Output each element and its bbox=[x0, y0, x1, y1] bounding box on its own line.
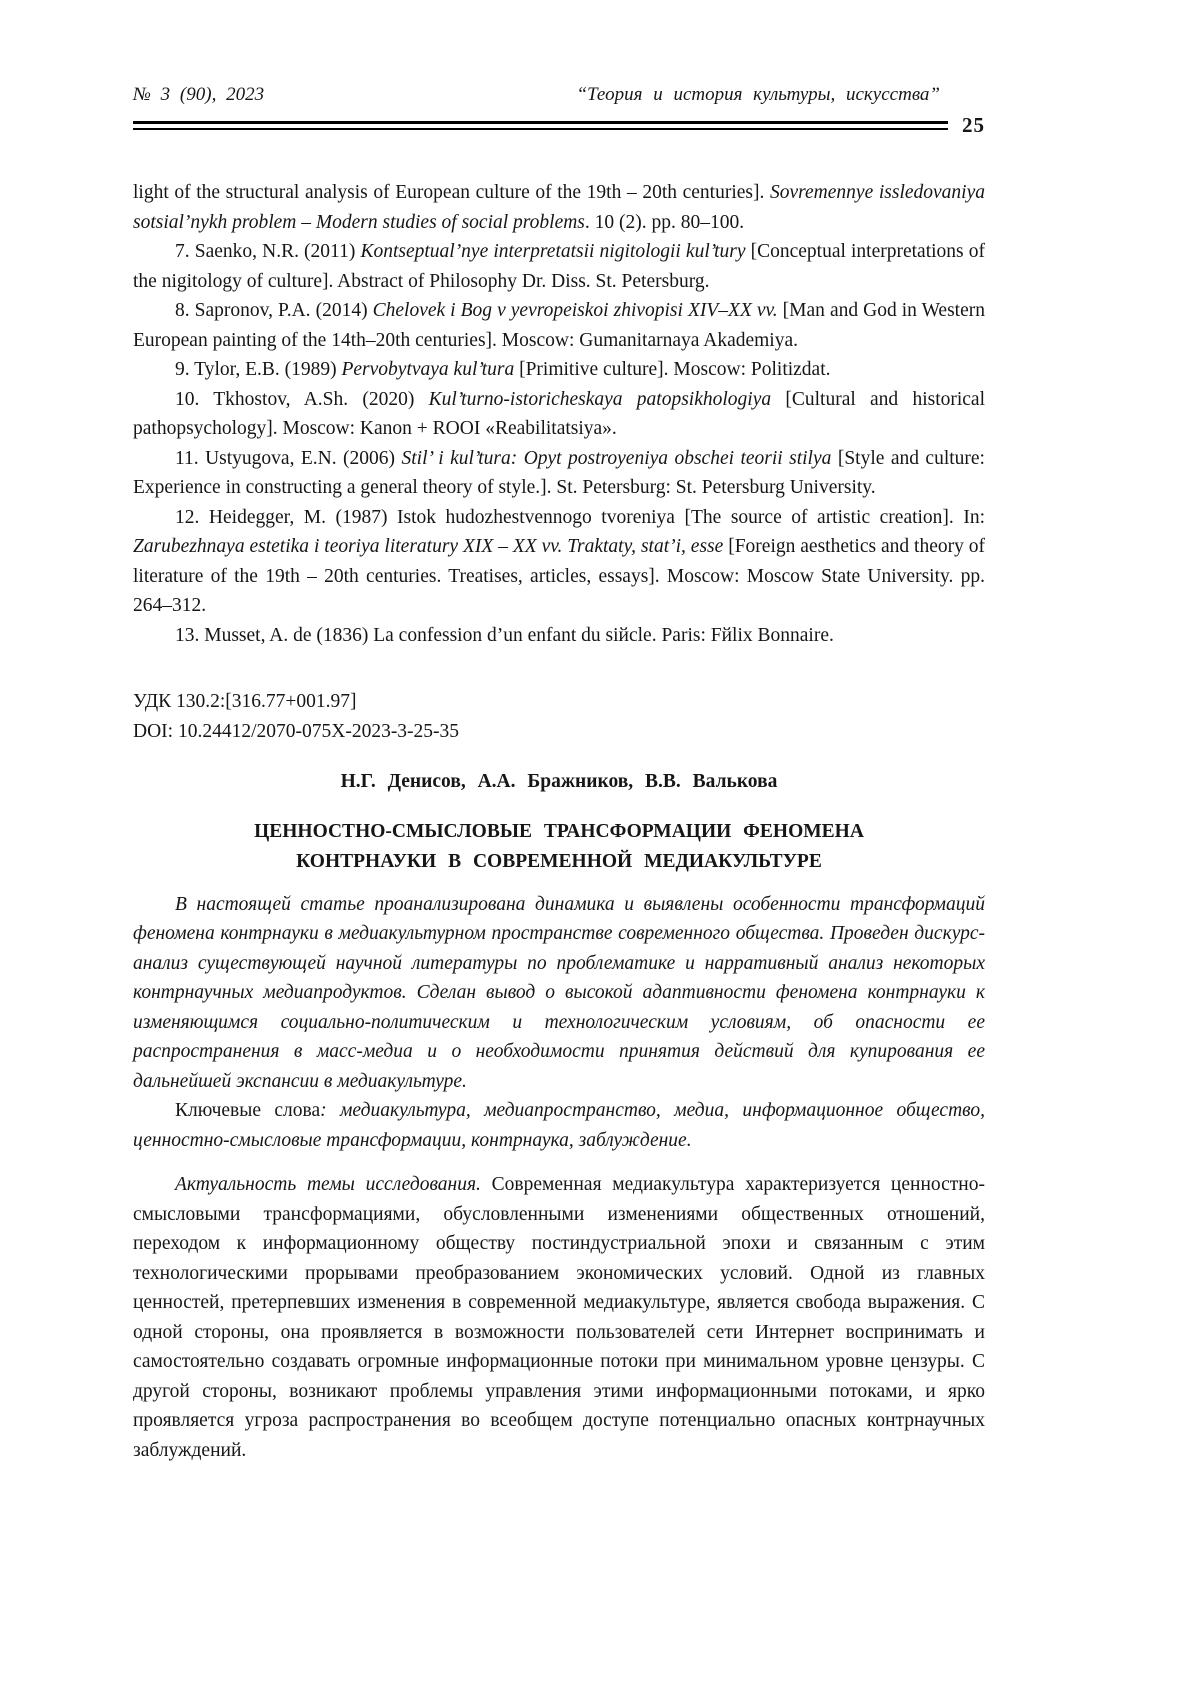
abstract-paragraph bbox=[133, 890, 985, 1097]
header-rule-row bbox=[133, 113, 985, 138]
text-segment: 7. Saenko, N.R. (2011) bbox=[175, 241, 361, 262]
reference-9 bbox=[133, 355, 985, 385]
reference-12 bbox=[133, 503, 985, 621]
header-double-rule bbox=[133, 121, 948, 130]
text-segment: light of the structural analysis of European culture of the 19th – 20th centuries]. bbox=[133, 182, 770, 203]
reference-8 bbox=[133, 296, 985, 355]
italic-text-segment: Kontseptual’nye interpretatsii nigitologii kul’tury bbox=[360, 241, 746, 262]
reference-11 bbox=[133, 444, 985, 503]
page-header bbox=[133, 84, 985, 138]
udk-line: УДК 130.2:[316.77+001.97] bbox=[133, 691, 357, 712]
title-line-1: ЦЕННОСТНО-СМЫСЛОВЫЕ ТРАНСФОРМАЦИИ ФЕНОМЕНА bbox=[254, 820, 864, 842]
article-title bbox=[133, 817, 985, 877]
reference-7 bbox=[133, 237, 985, 296]
reference-13 bbox=[133, 621, 985, 651]
journal-title: “Теория и история культуры, искусства” bbox=[576, 84, 940, 105]
text-segment: 10. Tkhostov, A.Sh. (2020) bbox=[175, 388, 429, 410]
body-paragraph-1 bbox=[133, 1170, 985, 1465]
italic-text-segment: : медиакультура, медиапространство, медиа, информационное общество, ценностно-смысловые трансформации, контрнаука, заблуждение. bbox=[133, 1100, 985, 1151]
title-line-2: КОНТРНАУКИ В СОВРЕМЕННОЙ МЕДИАКУЛЬТУРЕ bbox=[296, 850, 822, 872]
references-section bbox=[133, 178, 985, 650]
italic-text-segment: Актуальность темы исследования. bbox=[175, 1174, 481, 1195]
text-segment: [Style and culture: Experience in constructing a general theory of style.]. St. Petersburg: St. Petersburg University. bbox=[133, 447, 985, 498]
running-head bbox=[133, 84, 985, 106]
text-segment: 8. Sapronov, P.A. (2014) bbox=[175, 300, 373, 321]
reference-10 bbox=[133, 385, 985, 444]
text-segment: [Cultural and historical pathopsychology]. Moscow: Kanon + ROOI «Reabilitatsiya». bbox=[133, 388, 986, 439]
italic-text-segment: Kul’turno-istoricheskaya patopsikhologiya bbox=[428, 388, 772, 410]
italic-text-segment: Chelovek i Bog v yevropeiskoi zhivopisi XIV–XX vv. bbox=[372, 300, 778, 321]
text-segment: [Conceptual interpretations of the nigitology of culture]. Abstract of Philosophy Dr. Diss. St. Petersburg. bbox=[133, 241, 985, 292]
italic-text-segment: Pervobytvaya kul’tura bbox=[341, 359, 515, 380]
text-segment: 9. Tylor, E.B. (1989) bbox=[175, 359, 342, 380]
text-segment: Ключевые слова bbox=[175, 1100, 321, 1121]
text-segment: 12. Heidegger, M. (1987) Istok hudozhestvennogo tvoreniya [The source of artistic creation]. In: bbox=[175, 506, 985, 528]
authors-line: Н.Г. Денисов, А.А. Бражников, В.В. Валькова bbox=[340, 771, 778, 792]
keywords-paragraph bbox=[133, 1096, 985, 1155]
reference-6-continuation bbox=[133, 178, 985, 237]
italic-text-segment: Sovremennye issledovaniya sotsial’nykh problem – Modern studies of social problems bbox=[133, 182, 985, 233]
issue-number: № 3 (90), 2023 bbox=[133, 84, 265, 105]
article-meta bbox=[133, 687, 985, 746]
text-segment: [Foreign aesthetics and theory of literature of the 19th – 20th centuries. Treatises, articles, essays]. Moscow: Moscow State University. pp. 264–312. bbox=[133, 536, 985, 616]
text-segment: . 10 (2). pp. 80–100. bbox=[584, 211, 745, 233]
doi-line: DOI: 10.24412/2070-075X-2023-3-25-35 bbox=[133, 720, 460, 742]
italic-text-segment: Zarubezhnaya estetika i teoriya literatury XIX – XX vv. Traktaty, stat’i, esse bbox=[133, 536, 724, 557]
body-section bbox=[133, 1170, 985, 1465]
italic-text-segment: В настоящей статье проанализирована динамика и выявлены особенности трансформаций феномена контрнауки в медиакультурном пространстве современного общества. Проведен дискурс-анализ существующей научной литературы по проблематике и нарративный анализ некоторых контрнаучных медиапродуктов. Сделан вывод о высокой адаптивности феномена контрнауки к изменяющимся социально-политическим и технологическим условиям, об опасности ее распространения в масс-медиа и о необходимости принятия действий для купирования ее дальнейшей экспансии в медиакультуре. bbox=[133, 893, 985, 1092]
text-segment: 11. Ustyugova, E.N. (2006) bbox=[175, 447, 402, 469]
italic-text-segment: Stil’ i kul’tura: Opyt postroyeniya obschei teorii stilya bbox=[401, 447, 832, 469]
page-content bbox=[133, 178, 985, 1465]
text-segment: 13. Musset, A. de (1836) La confession d’un enfant du siйcle. Paris: Fйlix Bonnaire. bbox=[175, 624, 834, 646]
text-segment: [Primitive culture]. Moscow: Politizdat. bbox=[514, 359, 831, 380]
text-segment: Современная медиакультура характеризуется ценностно-смысловыми трансформациями, обусловленными изменениями общественных отношений, переходом к информационному обществу постиндустриальной эпохи и связанным с этим технологическими прорывами преобразованием экономических условий. Одной из главных ценностей, претерпевших изменения в современной медиакультуре, является свобода выражения. С одной стороны, она проявляется в возможности пользователей сети Интернет воспринимать и самостоятельно создавать огромные информационные потоки при минимальном уровне цензуры. С другой стороны, возникают проблемы управления этими информационными потоками, и ярко проявляется угроза распространения во всеобщем доступе потенциально опасных контрнаучных заблуждений. bbox=[133, 1174, 985, 1461]
page-number: 25 bbox=[962, 113, 985, 137]
abstract-section bbox=[133, 890, 985, 1156]
text-segment: [Man and God in Western European painting of the 14th–20th centuries]. Moscow: Gumanitarnaya Akademiya. bbox=[133, 300, 985, 351]
